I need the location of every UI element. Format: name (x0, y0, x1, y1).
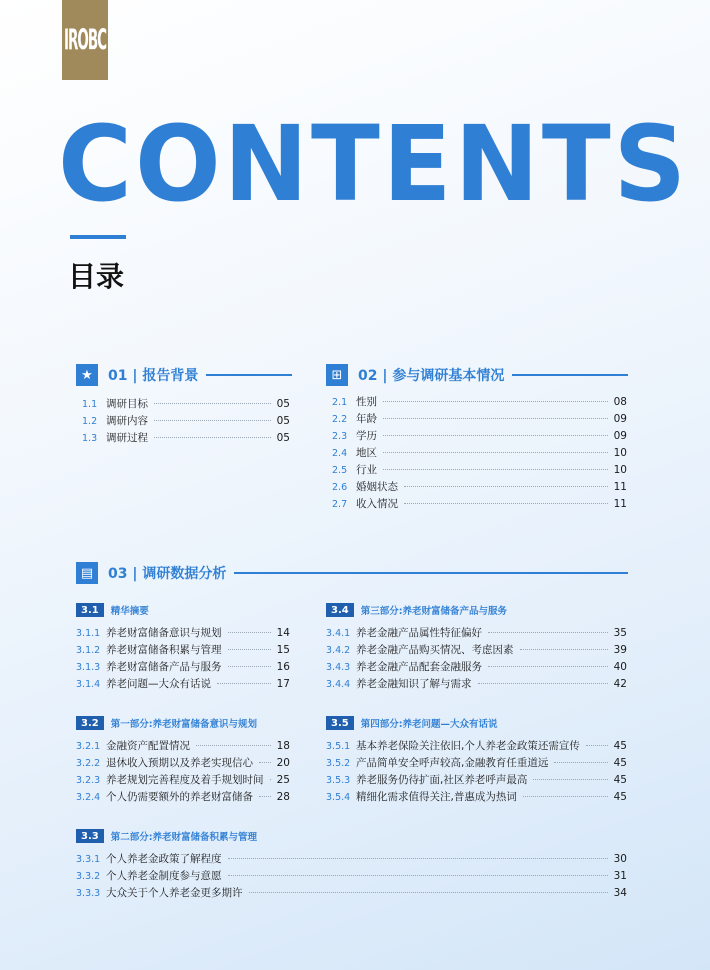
toc-page: 18 (276, 740, 290, 752)
section-title: 03 | 调研数据分析 (108, 566, 227, 582)
toc-number: 3.5.1 (326, 741, 351, 752)
toc-page: 10 (613, 447, 627, 459)
toc-page: 39 (613, 644, 627, 656)
toc-entry[interactable] (76, 868, 627, 885)
toc-text: 养老金融产品配套金融服务 (356, 661, 482, 673)
toc-text: 年龄 (356, 413, 377, 425)
toc-number: 3.2.3 (76, 775, 101, 786)
toc-page: 45 (613, 774, 627, 786)
toc-page: 25 (276, 774, 290, 786)
dot-leader (228, 858, 608, 859)
dot-leader (478, 683, 608, 684)
toc-text: 养老金融产品属性特征偏好 (356, 627, 482, 639)
toc-number: 3.2.2 (76, 758, 101, 769)
toc-number: 3.3.2 (76, 871, 101, 882)
subsection-badge: 3.5 (326, 716, 354, 730)
toc-number: 3.5.2 (326, 758, 351, 769)
toc-entry[interactable] (76, 789, 290, 806)
subsection-title: 第四部分:养老问题—大众有话说 (360, 719, 498, 730)
toc-text: 个人养老金政策了解程度 (106, 853, 222, 865)
toc-text: 大众关于个人养老金更多期许 (106, 887, 243, 899)
toc-text: 金融资产配置情况 (106, 740, 190, 752)
toc-number: 3.1.1 (76, 628, 101, 639)
toc-number: 3.4.4 (326, 679, 351, 690)
toc-number: 3.3.1 (76, 854, 101, 865)
toc-number: 2.5 (332, 465, 348, 476)
toc-text: 养老金融知识了解与需求 (356, 678, 472, 690)
dot-leader (533, 779, 607, 780)
toc-text: 养老财富储备积累与管理 (106, 644, 222, 656)
toc-page: 11 (613, 498, 627, 510)
toc-entry[interactable] (332, 394, 627, 411)
toc-page: 05 (276, 432, 290, 444)
toc-number: 3.1.3 (76, 662, 101, 673)
toc-page: 14 (276, 627, 290, 639)
toc-number: 2.6 (332, 482, 348, 493)
dot-leader (154, 403, 271, 404)
add-document-icon: ⊞ (326, 364, 348, 386)
toc-page: 31 (613, 870, 627, 882)
toc-text: 养老金融产品购买情况、考虑因素 (356, 644, 514, 656)
dot-leader (404, 503, 608, 504)
toc-page: 28 (276, 791, 290, 803)
toc-text: 行业 (356, 464, 377, 476)
dot-leader (586, 745, 608, 746)
subsection-badge: 3.4 (326, 603, 354, 617)
dot-leader (228, 649, 271, 650)
toc-entry[interactable] (76, 772, 290, 789)
toc-number: 3.1.2 (76, 645, 101, 656)
toc-page: 09 (613, 413, 627, 425)
toc-number: 3.2.4 (76, 792, 101, 803)
section-rule (512, 374, 628, 376)
section-title: 01 | 报告背景 (108, 368, 199, 384)
section-rule (206, 374, 292, 376)
toc-entry[interactable] (326, 738, 627, 755)
dot-leader (520, 649, 608, 650)
subsection-badge: 3.1 (76, 603, 104, 617)
dot-leader (404, 486, 608, 487)
toc-number: 3.4.2 (326, 645, 351, 656)
dot-leader (154, 420, 271, 421)
toc-number: 3.5.4 (326, 792, 351, 803)
toc-entry[interactable] (76, 625, 290, 642)
toc-page: 05 (276, 415, 290, 427)
toc-text: 精细化需求值得关注,普惠成为热词 (356, 791, 517, 803)
logo: IROBC (62, 0, 108, 80)
toc-number: 3.1.4 (76, 679, 101, 690)
dot-leader (523, 796, 608, 797)
subsection-header (76, 716, 257, 730)
subsection-header (326, 603, 507, 617)
toc-entry[interactable] (76, 676, 290, 693)
toc-text: 养老问题—大众有话说 (106, 678, 211, 690)
dot-leader (259, 762, 271, 763)
toc-text: 收入情况 (356, 498, 398, 510)
dot-leader (196, 745, 271, 746)
toc-number: 3.4.1 (326, 628, 351, 639)
toc-text: 退休收入预期以及养老实现信心 (106, 757, 253, 769)
toc-text: 养老财富储备产品与服务 (106, 661, 222, 673)
toc-entry[interactable] (76, 885, 627, 902)
toc-number: 3.5.3 (326, 775, 351, 786)
toc-entry[interactable] (326, 676, 627, 693)
toc-entry[interactable] (332, 462, 627, 479)
toc-entry[interactable] (326, 625, 627, 642)
section-title: 02 | 参与调研基本情况 (358, 368, 505, 384)
dot-leader (154, 437, 271, 438)
toc-number: 2.1 (332, 397, 348, 408)
toc-page: 34 (613, 887, 627, 899)
toc-page: 16 (276, 661, 290, 673)
title-rule (70, 235, 126, 239)
toc-page: 42 (613, 678, 627, 690)
toc-text: 养老财富储备意识与规划 (106, 627, 222, 639)
subsection-header (326, 716, 498, 730)
subsection-title: 第三部分:养老财富储备产品与服务 (360, 606, 508, 617)
toc-page: 45 (613, 791, 627, 803)
dot-leader (488, 632, 608, 633)
toc-number: 1.1 (82, 399, 98, 410)
toc-entry[interactable] (332, 479, 627, 496)
dot-leader (270, 779, 271, 780)
dot-leader (383, 435, 608, 436)
toc-entry[interactable] (332, 496, 627, 513)
toc-entry[interactable] (332, 445, 627, 462)
toc-page: 45 (613, 740, 627, 752)
toc-entry[interactable] (82, 430, 290, 447)
toc-page: 11 (613, 481, 627, 493)
section-header-background (76, 364, 292, 386)
toc-text: 个人养老金制度参与意愿 (106, 870, 222, 882)
toc-page: 08 (613, 396, 627, 408)
document-icon: ▤ (76, 562, 98, 584)
toc-page: 35 (613, 627, 627, 639)
subsection-title: 第一部分:养老财富储备意识与规划 (110, 719, 258, 730)
toc-number: 2.3 (332, 431, 348, 442)
section-header-analysis (76, 562, 628, 584)
dot-leader (383, 401, 608, 402)
toc-text: 性别 (356, 396, 377, 408)
toc-number: 3.3.3 (76, 888, 101, 899)
toc-text: 产品简单安全呼声较高,金融教育任重道远 (356, 757, 549, 769)
toc-entry[interactable] (76, 642, 290, 659)
section-header-participants (326, 364, 628, 386)
toc-text: 养老服务仍待扩面,社区养老呼声最高 (356, 774, 528, 786)
toc-entry[interactable] (326, 659, 627, 676)
subsection-header (76, 603, 149, 617)
dot-leader (488, 666, 608, 667)
section-rule (234, 572, 628, 574)
toc-entry[interactable] (326, 772, 627, 789)
dot-leader (383, 452, 608, 453)
toc-entry[interactable] (76, 659, 290, 676)
subsection-title: 第二部分:养老财富储备积累与管理 (110, 832, 258, 843)
toc-text: 调研内容 (106, 415, 148, 427)
toc-entry[interactable] (326, 755, 627, 772)
toc-entry[interactable] (82, 413, 290, 430)
toc-page: 45 (613, 757, 627, 769)
subsection-badge: 3.3 (76, 829, 104, 843)
toc-entry[interactable] (82, 396, 290, 413)
subsection-badge: 3.2 (76, 716, 104, 730)
toc-text: 基本养老保险关注依旧,个人养老金政策还需宣传 (356, 740, 580, 752)
subsection-header (76, 829, 257, 843)
dot-leader (259, 796, 271, 797)
toc-page: 15 (276, 644, 290, 656)
toc-entry[interactable] (76, 755, 290, 772)
toc-page: 05 (276, 398, 290, 410)
dot-leader (554, 762, 607, 763)
toc-number: 2.4 (332, 448, 348, 459)
toc-page: 09 (613, 430, 627, 442)
toc-text: 婚姻状态 (356, 481, 398, 493)
toc-page: 20 (276, 757, 290, 769)
toc-text: 学历 (356, 430, 377, 442)
toc-entry[interactable] (76, 851, 627, 868)
toc-text: 调研过程 (106, 432, 148, 444)
page-subtitle: 目录 (68, 260, 125, 293)
toc-number: 3.4.3 (326, 662, 351, 673)
dot-leader (249, 892, 608, 893)
page-title: CONTENTS (58, 103, 690, 225)
star-icon: ★ (76, 364, 98, 386)
toc-entry[interactable] (332, 428, 627, 445)
dot-leader (228, 666, 271, 667)
dot-leader (383, 418, 608, 419)
toc-text: 地区 (356, 447, 377, 459)
toc-text: 养老规划完善程度及着手规划时间 (106, 774, 264, 786)
toc-number: 1.3 (82, 433, 98, 444)
toc-entry[interactable] (326, 642, 627, 659)
toc-text: 个人仍需要额外的养老财富储备 (106, 791, 253, 803)
toc-page: 30 (613, 853, 627, 865)
toc-number: 2.2 (332, 414, 348, 425)
dot-leader (228, 632, 271, 633)
toc-entry[interactable] (332, 411, 627, 428)
toc-page: 17 (276, 678, 290, 690)
toc-entry[interactable] (326, 789, 627, 806)
toc-number: 3.2.1 (76, 741, 101, 752)
toc-page: 40 (613, 661, 627, 673)
toc-page: 10 (613, 464, 627, 476)
dot-leader (217, 683, 271, 684)
dot-leader (383, 469, 608, 470)
subsection-title: 精华摘要 (110, 606, 149, 617)
toc-text: 调研目标 (106, 398, 148, 410)
toc-number: 2.7 (332, 499, 348, 510)
toc-entry[interactable] (76, 738, 290, 755)
dot-leader (228, 875, 608, 876)
toc-number: 1.2 (82, 416, 98, 427)
